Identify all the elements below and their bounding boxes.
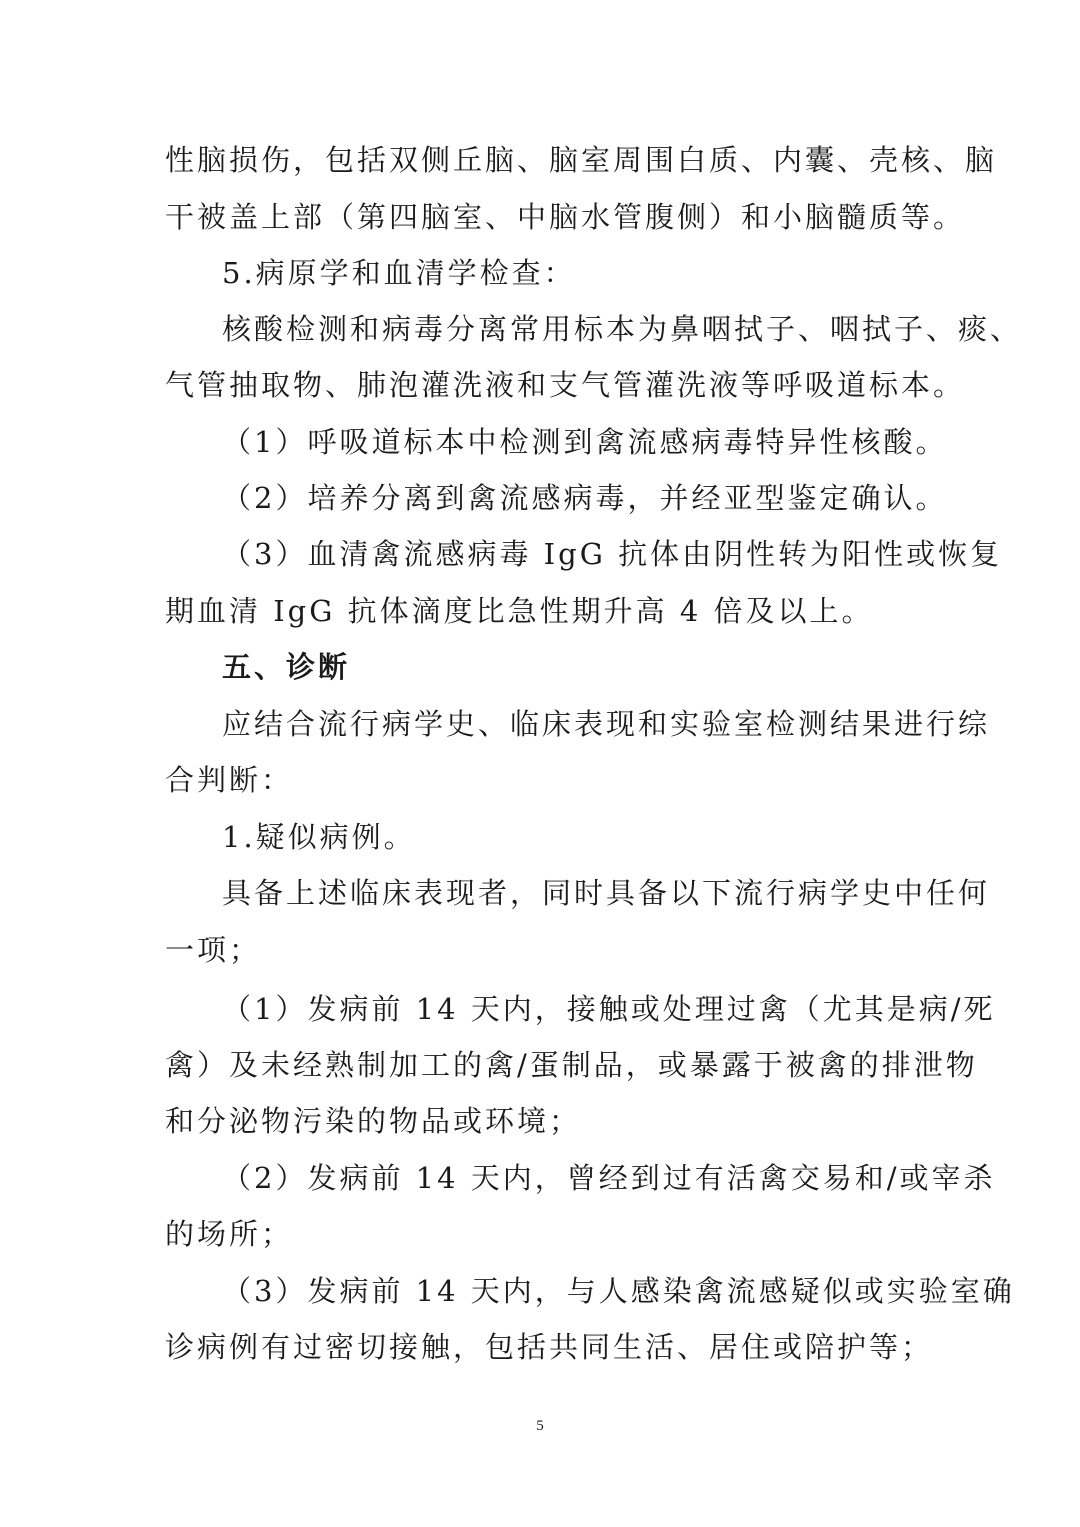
list-item: （2）培养分离到禽流感病毒，并经亚型鉴定确认。 bbox=[222, 481, 948, 515]
list-item: （1）呼吸道标本中检测到禽流感病毒特异性核酸。 bbox=[222, 425, 948, 459]
subsection-heading: 1.疑似病例。 bbox=[222, 820, 416, 854]
body-text-line: 性脑损伤，包括双侧丘脑、脑室周围白质、内囊、壳核、脑 bbox=[165, 143, 998, 177]
body-text-line: 干被盖上部（第四脑室、中脑水管腹侧）和小脑髓质等。 bbox=[165, 200, 966, 234]
page-number: 5 bbox=[536, 1418, 544, 1434]
subsection-heading: 5.病原学和血清学检查： bbox=[222, 256, 576, 290]
body-text-line: 合判断： bbox=[165, 763, 294, 797]
section-heading: 五、诊断 bbox=[222, 650, 351, 684]
body-text-line: 禽）及未经熟制加工的禽/蛋制品，或暴露于被禽的排泄物 bbox=[165, 1048, 978, 1082]
body-text-line: 应结合流行病学史、临床表现和实验室检测结果进行综 bbox=[222, 707, 991, 741]
list-item: （2）发病前 14 天内，曾经到过有活禽交易和/或宰杀 bbox=[222, 1161, 996, 1195]
body-text-line: 气管抽取物、肺泡灌洗液和支气管灌洗液等呼吸道标本。 bbox=[165, 368, 966, 402]
body-text-line: 具备上述临床表现者，同时具备以下流行病学史中任何 bbox=[222, 876, 991, 910]
body-text-line: 的场所； bbox=[165, 1217, 294, 1251]
list-item: （3）发病前 14 天内，与人感染禽流感疑似或实验室确 bbox=[222, 1274, 1015, 1308]
list-item: （3）血清禽流感病毒 IgG 抗体由阴性转为阳性或恢复 bbox=[222, 537, 1003, 571]
list-item: （1）发病前 14 天内，接触或处理过禽（尤其是病/死 bbox=[222, 992, 996, 1026]
body-text-line: 诊病例有过密切接触，包括共同生活、居住或陪护等； bbox=[165, 1330, 934, 1364]
body-text-line: 和分泌物污染的物品或环境； bbox=[165, 1104, 582, 1138]
body-text-line: 核酸检测和病毒分离常用标本为鼻咽拭子、咽拭子、痰、 bbox=[222, 312, 1023, 346]
body-text-line: 一项； bbox=[165, 933, 262, 967]
body-text-line: 期血清 IgG 抗体滴度比急性期升高 4 倍及以上。 bbox=[165, 594, 874, 628]
